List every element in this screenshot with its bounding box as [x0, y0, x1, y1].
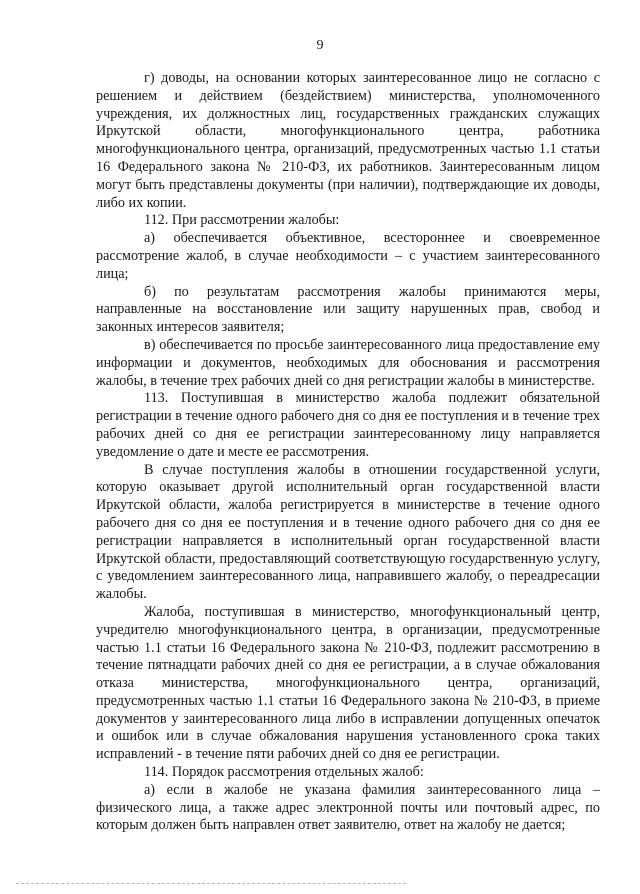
scan-edge-artifact	[16, 883, 406, 884]
page-number: 9	[316, 38, 324, 53]
paragraph-113: 113. Поступившая в министерство жалоба подлежит обязательной регистрации в течение одного рабочего дня со дня ее поступления и в течение трех рабочих дней со дня ее регистрации заинтересованному лицу направляется уведомление о дате и месте ее рассмотрения.	[96, 390, 600, 460]
paragraph-112-a: а) обеспечивается объективное, всестороннее и своевременное рассмотрение жалоб, в случае необходимости – с участием заинтересованного лица;	[96, 230, 600, 282]
paragraph-g-arguments: г) доводы, на основании которых заинтересованное лицо не согласно с решением и действием (бездействием) министерства, уполномоченного учреждения, их должностных лиц, государственных гражданских служащих Иркутской области, многофункционального центра, работника многофункционального центра, организаций, предусмотренных частью 1.1 статьи 16 Федерального закона № 210-ФЗ, их работников. Заинтересованным лицом могут быть представлены документы (при наличии), подтверждающие их доводы, либо их копии.	[96, 70, 600, 211]
paragraph-112-v: в) обеспечивается по просьбе заинтересованного лица предоставление ему информации и документов, необходимых для обоснования и рассмотрения жалобы, в течение трех рабочих дней со дня регистрации жалобы в министерстве.	[96, 336, 600, 389]
paragraph-112-b: б) по результатам рассмотрения жалобы принимаются меры, направленные на восстановление или защиту нарушенных прав, свобод и законных интересов заявителя;	[96, 283, 600, 336]
paragraph-114-a: а) если в жалобе не указана фамилия заинтересованного лица – физического лица, а также адрес электронной почты или почтовый адрес, по которым должен быть направлен ответ заявителю, ответ на жалобу не дается;	[96, 781, 600, 834]
document-body	[96, 70, 600, 835]
paragraph-review-terms: Жалоба, поступившая в министерство, многофункциональный центр, учредителю многофункционального центра, в организации, предусмотренные частью 1.1 статьи 16 Федерального закона № 210-ФЗ, подлежит рассмотрению в течение пятнадцати рабочих дней со дня ее регистрации, а в случае обжалования отказа министерства, многофункционального центра, организаций, предусмотренных частью 1.1 статьи 16 Федерального закона № 210-ФЗ, в приеме документов у заинтересованного лица либо в исправлении допущенных опечаток и ошибок или в случае обжалования нарушения установленного срока таких исправлений - в течение пяти рабочих дней со дня ее регистрации.	[96, 603, 600, 763]
paragraph-112-heading: 112. При рассмотрении жалобы:	[144, 212, 340, 229]
paragraph-redirect: В случае поступления жалобы в отношении государственной услуги, которую оказывает другой исполнительный орган государственной власти Иркутской области, жалоба регистрируется в министерстве в течение одного рабочего дня со дня ее поступления и в течение одного рабочего дня со дня ее регистрации направляется в исполнительный орган государственной власти Иркутской области, предоставляющий соответствующую государственную услугу, с уведомлением заинтересованного лица, направившего жалобу, о переадресации жалобы.	[96, 461, 600, 603]
paragraph-114-heading: 114. Порядок рассмотрения отдельных жалоб:	[144, 764, 424, 781]
